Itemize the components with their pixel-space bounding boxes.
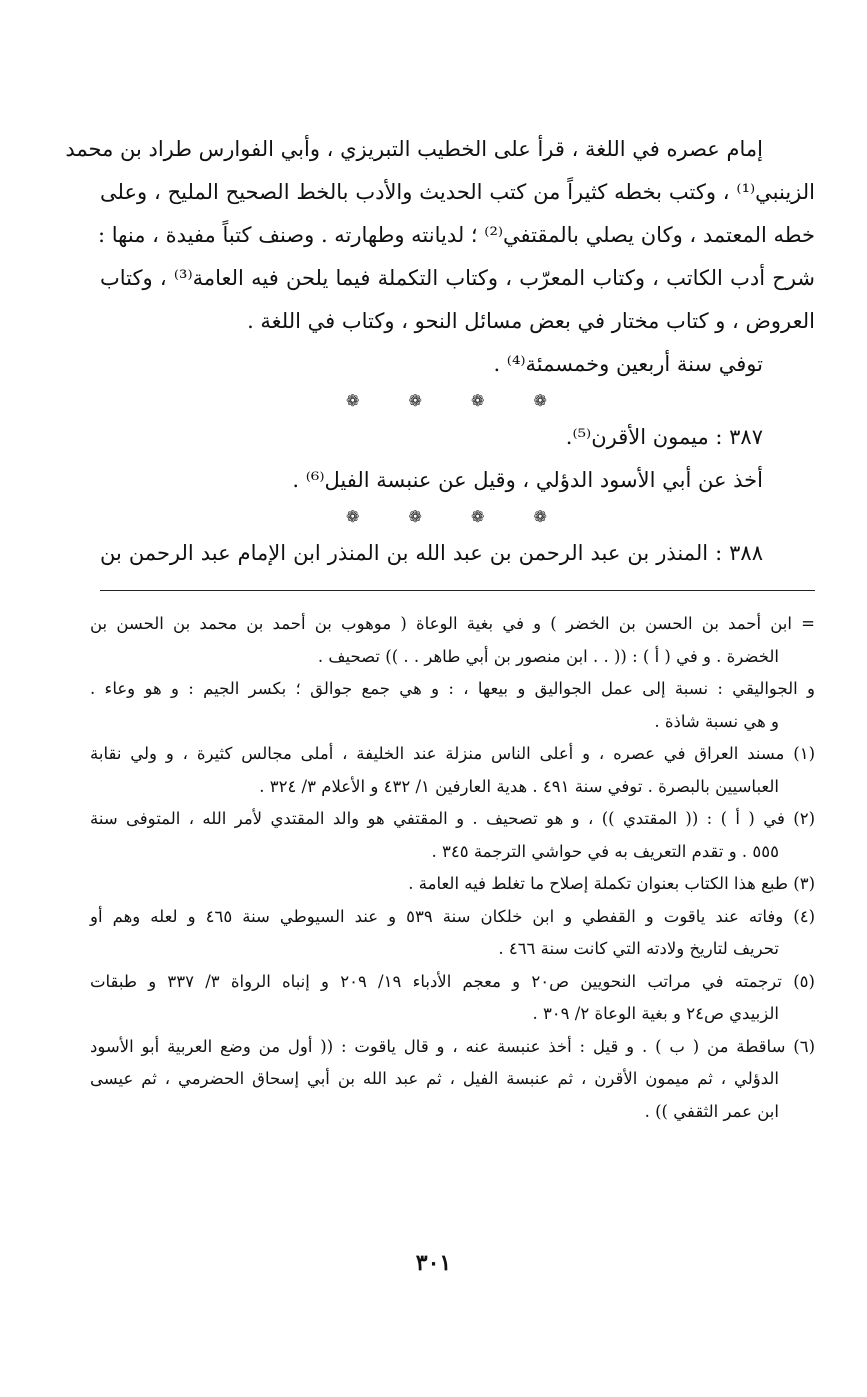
entry-heading-388: ٣٨٨ : المنذر بن عبد الرحمن بن عبد الله بن المنذر ابن الإمام عبد الرحمن بن	[100, 541, 763, 565]
text-line: توفي سنة أربعين وخمسمئة⁽⁴⁾ .	[493, 352, 763, 376]
footnote-line: (٥) ترجمته في مراتب النحويين ص٢٠ و معجم الأدباء ١٩/ ٢٠٩ و إنباه الرواة ٣/ ٣٣٧ و طبقات	[90, 971, 815, 991]
text-line: خطه المعتمد ، وكان يصلي بالمقتفي⁽²⁾ ؛ لديانته وطهارته . وصنف كتباً مفيدة ، منها :	[98, 223, 815, 247]
footnotes	[90, 608, 815, 1128]
page-number: ٣٠١	[415, 1250, 452, 1276]
footnote-line: (٤) وفاته عند ياقوت و القفطي و ابن خلكان سنة ٥٣٩ و عند السيوطي سنة ٤٦٥ و لعله وهم أو	[90, 906, 816, 926]
footnote-line: ابن عمر الثقفي )) .	[644, 1101, 779, 1121]
text-line: إمام عصره في اللغة ، قرأ على الخطيب التبريزي ، وأبي الفوارس طراد بن محمد	[65, 137, 763, 161]
ornament-separator: ❁ ❁ ❁ ❁	[346, 391, 569, 410]
footnote-line: ٥٥٥ . و تقدم التعريف به في حواشي الترجمة ٣٤٥ .	[431, 841, 779, 861]
footnote-line: (٣) طبع هذا الكتاب بعنوان تكملة إصلاح ما تغلط فيه العامة .	[408, 874, 815, 893]
footnote-line: الخضرة . و في ( أ ) : (( . . ابن منصور بن أبي طاهر . . )) تصحيف .	[317, 646, 779, 666]
footnote-line: و الجواليقي : نسبة إلى عمل الجواليق و بيعها ، : و هي جمع جوالق ؛ بكسر الجيم : و هو وعاء .	[90, 679, 815, 698]
footnote-line: و هي نسبة شاذة .	[654, 711, 779, 731]
main-text	[65, 128, 816, 575]
footnote-line: (٦) ساقطة من ( ب ) . و قيل : أخذ عنبسة عنه ، و قال ياقوت : (( أول من وضع العربية أبو الأسود	[90, 1036, 815, 1056]
entry-body-387: أخذ عن أبي الأسود الدؤلي ، وقيل عن عنبسة الفيل⁽⁶⁾ .	[292, 468, 763, 492]
entry-heading-387: ٣٨٧ : ميمون الأقرن⁽⁵⁾.	[565, 425, 763, 449]
footnote-line: العباسيين بالبصرة . توفي سنة ٤٩١ . هدية العارفين ١/ ٤٣٢ و الأعلام ٣/ ٣٢٤ .	[259, 776, 779, 796]
footnote-line: الدؤلي ، ثم ميمون الأقرن ، ثم عنبسة الفيل ، ثم عبد الله بن أبي إسحاق الحضرمي ، ثم عيسى	[90, 1069, 779, 1088]
text-line: العروض ، و كتاب مختار في بعض مسائل النحو ، وكتاب في اللغة .	[247, 309, 815, 333]
footnote-line: تحريف لتاريخ ولادته التي كانت سنة ٤٦٦ .	[498, 939, 779, 958]
footnote-line: (١) مسند العراق في عصره ، و أعلى الناس منزلة عند الخليفة ، أملى مجالس كثيرة ، و ولي نقابة	[90, 744, 815, 763]
footnote-line: (٢) في ( أ ) : (( المقتدي )) ، و هو تصحيف . و المقتفي هو والد المقتدي لأمر الله ، المتوفى سنة	[90, 809, 815, 828]
text-line: شرح أدب الكاتب ، وكتاب المعرّب ، وكتاب التكملة فيما يلحن فيه العامة⁽³⁾ ، وكتاب	[100, 266, 816, 290]
text-line: الزينبي⁽¹⁾ ، وكتب بخطه كثيراً من كتب الحديث والأدب بالخط الصحيح المليح ، وعلى	[100, 180, 815, 204]
footnote-line: = ابن أحمد بن الحسن بن الخضر ) و في بغية الوعاة ( موهوب بن أحمد بن محمد بن الحسن بن	[90, 614, 815, 633]
ornament-separator: ❁ ❁ ❁ ❁	[346, 507, 569, 526]
footnote-divider	[100, 590, 815, 591]
footnote-line: الزبيدي ص٢٤ و بغية الوعاة ٢/ ٣٠٩ .	[532, 1004, 779, 1023]
